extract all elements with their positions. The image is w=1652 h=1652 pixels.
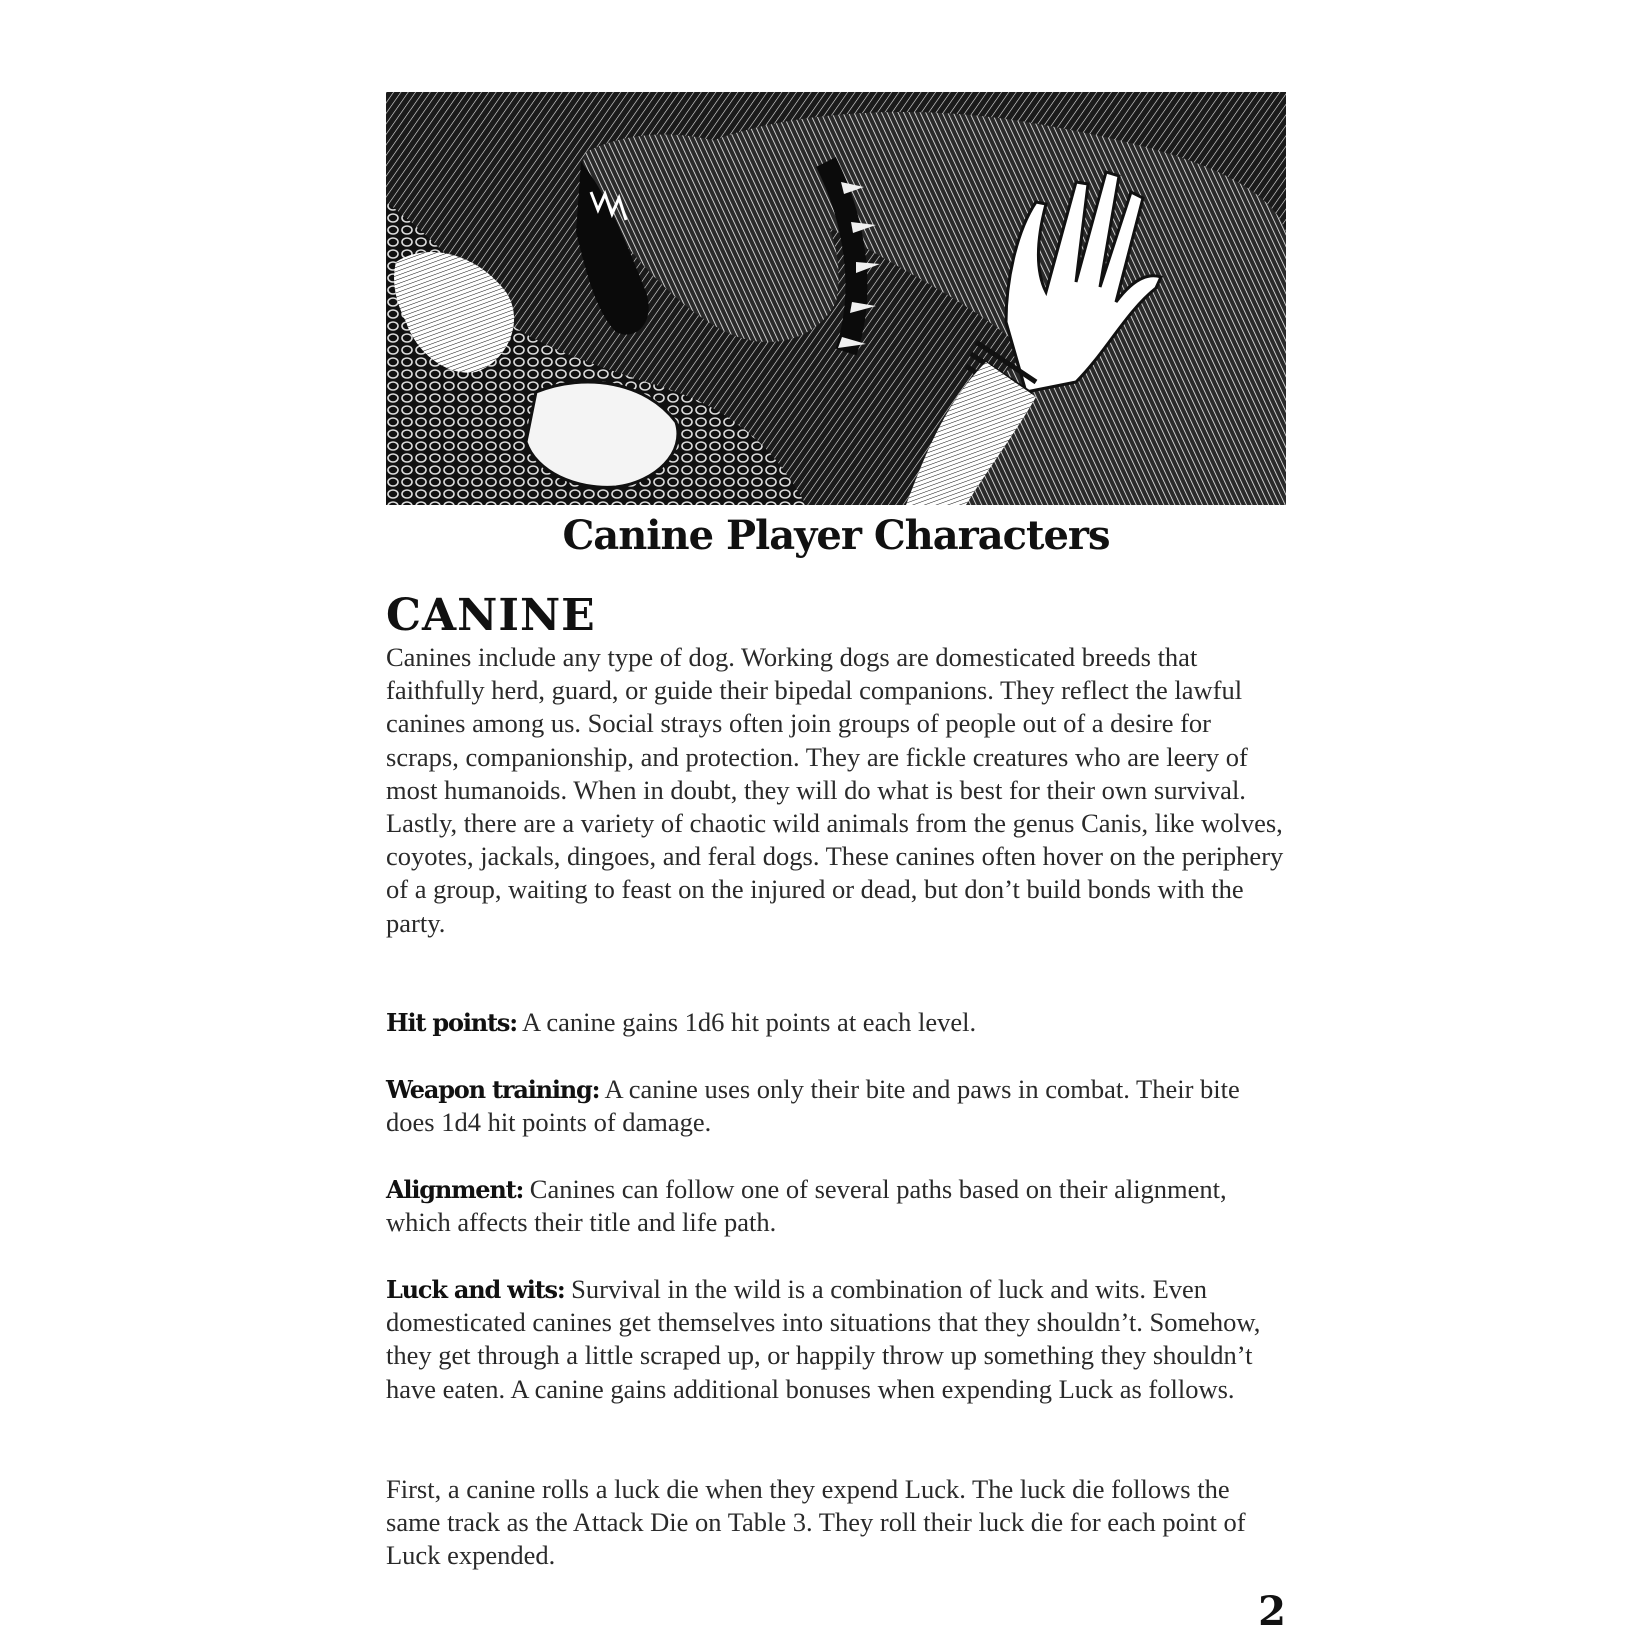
illustration-svg <box>386 92 1286 505</box>
alignment-label: Alignment: <box>386 1175 524 1204</box>
luck-die-paragraph: First, a canine rolls a luck die when they expend Luck. The luck die follows the same track as the Attack Die on Table 3. They roll their luck die for each point of Luck expended. <box>386 1474 1246 1571</box>
weapon-training-text: A canine uses only their bite and paws in combat. Their bite does 1d4 hit points of damage. <box>386 1074 1240 1138</box>
hit-points-text: A canine gains 1d6 hit points at each level. <box>522 1007 977 1037</box>
page-number: 2 <box>1258 1588 1286 1635</box>
alignment-paragraph <box>386 1173 1286 1239</box>
luck-and-wits-paragraph <box>386 1273 1286 1406</box>
page-title: Canine Player Characters <box>562 512 1110 559</box>
weapon-training-label: Weapon training: <box>386 1075 600 1104</box>
canine-attack-illustration <box>386 92 1286 505</box>
hit-points-label: Hit points: <box>386 1008 517 1037</box>
hit-points-paragraph <box>386 1006 1286 1039</box>
luck-and-wits-text: Survival in the wild is a combination of luck and wits. Even domesticated canines get themselves into situations that they shouldn’t. Somehow, they get through a little scraped up, or happily throw up something they shouldn’t have eaten. A canine gains additional bonuses when expending Luck as follows. <box>386 1274 1261 1404</box>
section-heading-canine: CANINE <box>386 590 596 641</box>
intro-paragraph: Canines include any type of dog. Working dogs are domesticated breeds that faithfully herd, guard, or guide their bipedal companions. They reflect the lawful canines among us. Social strays often join groups of people out of a desire for scraps, companionship, and protection. They are fickle creatures who are leery of most humanoids. When in doubt, they will do what is best for their own survival. Lastly, there are a variety of chaotic wild animals from the genus Canis, like wolves, coyotes, jackals, dingoes, and feral dogs. These canines often hover on the periphery of a group, waiting to feast on the injured or dead, but don’t build bonds with the party. <box>386 642 1284 938</box>
document-page <box>386 0 1286 1652</box>
luck-and-wits-label: Luck and wits: <box>386 1275 565 1304</box>
alignment-text: Canines can follow one of several paths based on their alignment, which affects their title and life path. <box>386 1174 1227 1238</box>
weapon-training-paragraph <box>386 1073 1286 1139</box>
